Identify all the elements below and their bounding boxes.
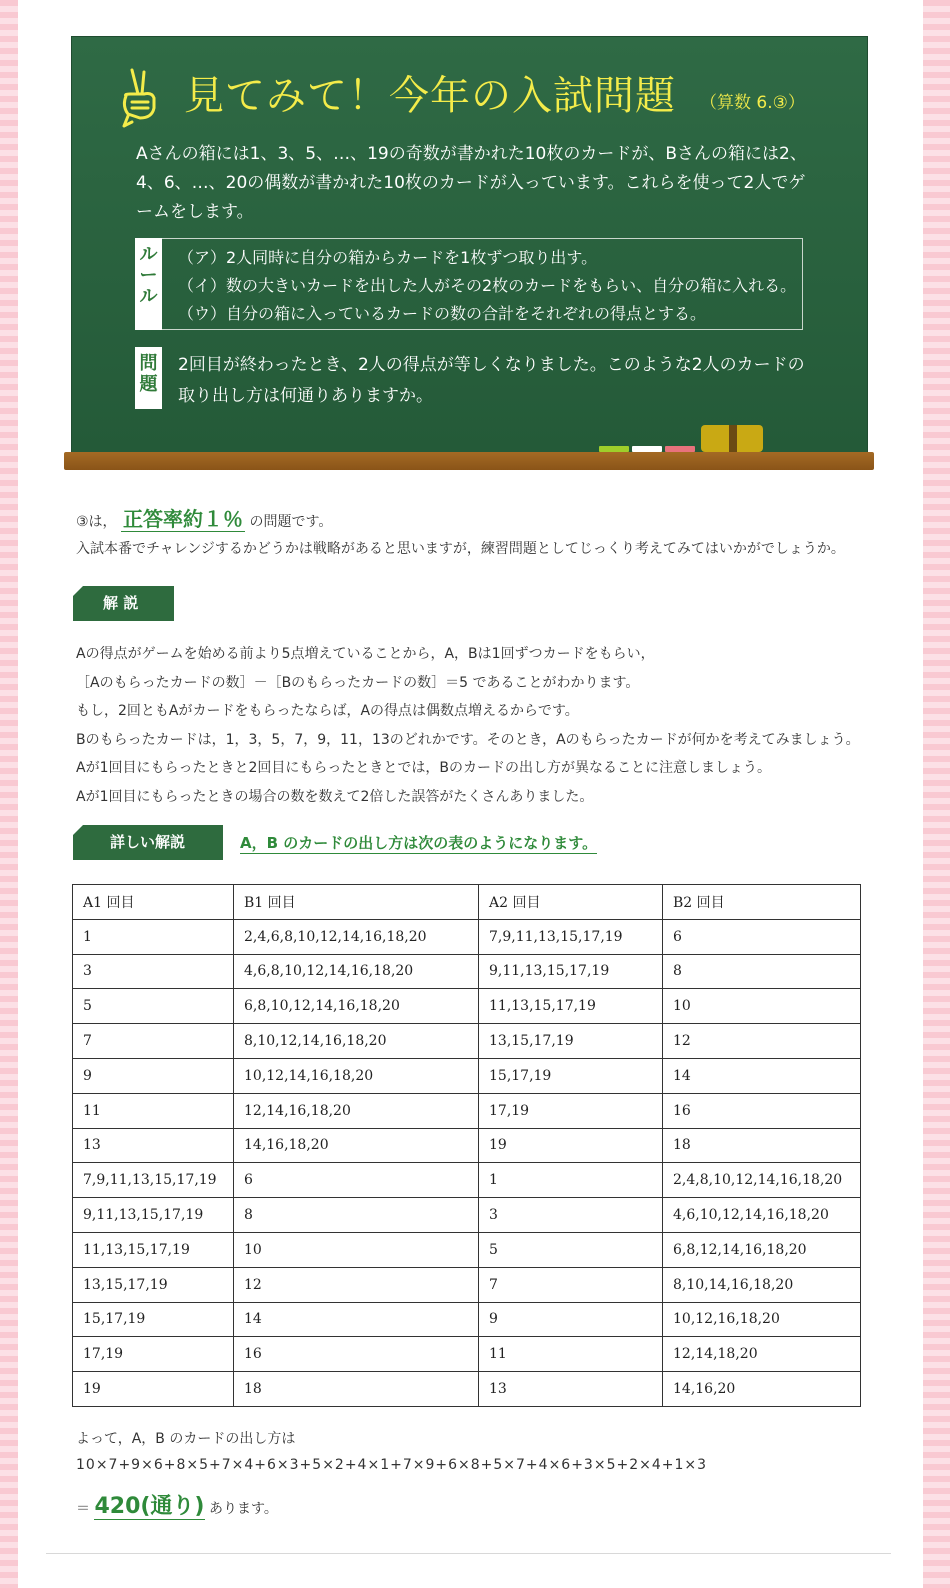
table-row [73, 1372, 861, 1407]
table-row [73, 919, 861, 954]
table-cell: 5 [73, 989, 234, 1024]
table-cell: 18 [234, 1372, 479, 1407]
table-cell: 17,19 [479, 1093, 663, 1128]
table-cell: 14,16,20 [663, 1372, 861, 1407]
question-tag: 問題 [135, 347, 162, 409]
detail-heading: A，B のカードの出し方は次の表のようになります。 [240, 834, 598, 852]
table-cell: 17,19 [73, 1337, 234, 1372]
table-cell: 15,17,19 [479, 1058, 663, 1093]
table-cell: 7,9,11,13,15,17,19 [479, 919, 663, 954]
table-row [73, 1024, 861, 1059]
table-cell: 7 [73, 1024, 234, 1059]
rate-suffix: の問題です。 [249, 514, 333, 530]
table-row [73, 1232, 861, 1267]
table-cell: 11 [73, 1093, 234, 1128]
table-cell: 19 [479, 1128, 663, 1163]
result-suffix: あります。 [208, 1501, 278, 1517]
table-row [73, 954, 861, 989]
rule-item-a: （ア）2人同時に自分の箱からカードを1枚ずつ取り出す。 [178, 248, 598, 267]
table-cell: 1 [73, 919, 234, 954]
explanation-line: Aが1回目にもらったときの場合の数を数えて2倍した誤答がたくさんありました。 [76, 788, 594, 805]
table-cell: 16 [663, 1093, 861, 1128]
table-cell: 13 [73, 1128, 234, 1163]
rate-note: 入試本番でチャレンジするかどうかは戦略があると思いますが，練習問題としてじっくり考えてみてはいかがでしょうか。 [76, 541, 845, 557]
table-cell: 13,15,17,19 [479, 1024, 663, 1059]
explanation [76, 640, 860, 812]
board-title: 見てみて！今年の入試問題 [184, 73, 676, 119]
question-text: 2回目が終わったとき、2人の得点が等しくなりました。このような2人のカードの取り出し方は何通りありますか。 [178, 355, 805, 406]
table-cell: 3 [479, 1198, 663, 1233]
table-cell: 2,4,6,8,10,12,14,16,18,20 [234, 919, 479, 954]
problem-intro: Aさんの箱には1、3、5、…、19の奇数が書かれた10枚のカードが、Bさんの箱には2、4、6、…、20の偶数が書かれた10枚のカードが入っています。これらを使って2人でゲームをします。 [136, 144, 807, 222]
table-row [73, 1058, 861, 1093]
table-cell: 14,16,18,20 [234, 1128, 479, 1163]
table-row [73, 1128, 861, 1163]
table-cell: 13,15,17,19 [73, 1267, 234, 1302]
table-cell: 2,4,8,10,12,14,16,18,20 [663, 1163, 861, 1198]
result-answer: 420(通り) [94, 1494, 205, 1519]
col-header: B2 回目 [663, 885, 861, 920]
table-cell: 9,11,13,15,17,19 [479, 954, 663, 989]
answer-table [72, 884, 861, 1407]
table-cell: 8 [663, 954, 861, 989]
table-cell: 9 [479, 1302, 663, 1337]
rate-highlight: 正答率約１％ [123, 507, 244, 531]
rule-tag: ルール [135, 238, 162, 330]
board-subtitle: （算数 6.③） [700, 93, 805, 113]
result-equals: ＝ [76, 1501, 90, 1517]
rule-item-c: （ウ）自分の箱に入っているカードの数の合計をそれぞれの得点とする。 [178, 304, 707, 323]
table-cell: 12 [663, 1024, 861, 1059]
detail-tag: 詳しい解説 [73, 825, 223, 860]
chalk-tray [64, 452, 874, 470]
table-cell: 18 [663, 1128, 861, 1163]
explanation-line: Aが1回目にもらったときと2回目にもらったときとでは，Bのカードの出し方が異なることに注意しましょう。 [76, 760, 771, 777]
rate-line [76, 503, 332, 532]
explanation-line: ［Aのもらったカードの数］－［Bのもらったカードの数］＝5 であることがわかります。 [76, 674, 640, 691]
table-cell: 6 [663, 919, 861, 954]
explanation-line: Aの得点がゲームを始める前より5点増えていることから，A，Bは1回ずつカードをもらい， [76, 646, 655, 662]
table-cell: 1 [479, 1163, 663, 1198]
table-row [73, 989, 861, 1024]
table-cell: 9 [73, 1058, 234, 1093]
table-cell: 14 [663, 1058, 861, 1093]
table-cell: 7,9,11,13,15,17,19 [73, 1163, 234, 1198]
explanation-line: Bのもらったカードは，1，3，5，7，9，11，13のどれかです。そのとき，Aのもらったカードが何かを考えてみましょう。 [76, 731, 860, 748]
result-formula: 10×7+9×6+8×5+7×4+6×3+5×2+4×1+7×9+6×8+5×7+4×6+3×5+2×4+1×3 [76, 1457, 708, 1473]
table-cell: 6 [234, 1163, 479, 1198]
table-cell: 12,14,16,18,20 [234, 1093, 479, 1128]
table-cell: 12,14,18,20 [663, 1337, 861, 1372]
table-cell: 6,8,10,12,14,16,18,20 [234, 989, 479, 1024]
table-cell: 19 [73, 1372, 234, 1407]
table-row [73, 1337, 861, 1372]
table-cell: 10,12,14,16,18,20 [234, 1058, 479, 1093]
table-row [73, 1198, 861, 1233]
table-cell: 16 [234, 1337, 479, 1372]
table-row [73, 1302, 861, 1337]
table-cell: 5 [479, 1232, 663, 1267]
table-cell: 8 [234, 1198, 479, 1233]
table-cell: 7 [479, 1267, 663, 1302]
table-cell: 9,11,13,15,17,19 [73, 1198, 234, 1233]
page [18, 0, 923, 1588]
table-cell: 10 [234, 1232, 479, 1267]
table-cell: 10 [663, 989, 861, 1024]
table-cell: 11 [479, 1337, 663, 1372]
rate-prefix: ③は， [76, 514, 117, 530]
table-cell: 3 [73, 954, 234, 989]
table-row [73, 1267, 861, 1302]
pointing-hand-icon [118, 66, 162, 130]
result-intro: よって，A，B のカードの出し方は [76, 1431, 296, 1447]
table-cell: 14 [234, 1302, 479, 1337]
table-cell: 13 [479, 1372, 663, 1407]
footer-divider [46, 1553, 891, 1554]
table-cell: 11,13,15,17,19 [73, 1232, 234, 1267]
table-cell: 11,13,15,17,19 [479, 989, 663, 1024]
table-body [73, 919, 861, 1406]
table-cell: 8,10,14,16,18,20 [663, 1267, 861, 1302]
table-cell: 4,6,8,10,12,14,16,18,20 [234, 954, 479, 989]
table-cell: 6,8,12,14,16,18,20 [663, 1232, 861, 1267]
table-cell: 15,17,19 [73, 1302, 234, 1337]
rule-item-b: （イ）数の大きいカードを出した人がその2枚のカードをもらい、自分の箱に入れる。 [178, 276, 797, 295]
table-row [73, 1093, 861, 1128]
table-cell: 12 [234, 1267, 479, 1302]
eraser-band [729, 425, 737, 452]
table-cell: 8,10,12,14,16,18,20 [234, 1024, 479, 1059]
kaisetsu-tag: 解 説 [73, 586, 174, 621]
result-answer-line [76, 1489, 278, 1520]
explanation-line: もし，2回ともAがカードをもらったならば，Aの得点は偶数点増えるからです。 [76, 703, 579, 720]
col-header: B1 回目 [234, 885, 479, 920]
table-cell: 4,6,10,12,14,16,18,20 [663, 1198, 861, 1233]
table-header-row [73, 885, 861, 920]
col-header: A1 回目 [73, 885, 234, 920]
table-row [73, 1163, 861, 1198]
table-cell: 10,12,16,18,20 [663, 1302, 861, 1337]
col-header: A2 回目 [479, 885, 663, 920]
